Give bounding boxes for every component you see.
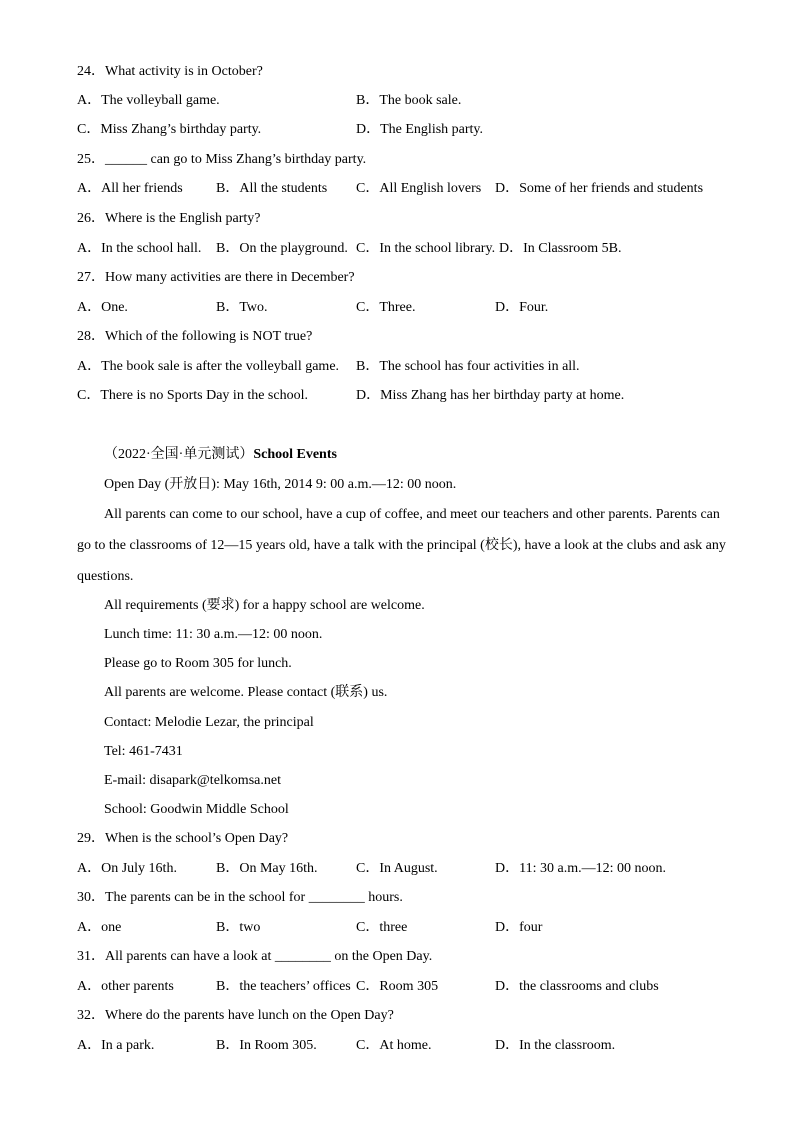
question-30-option-b: B．two (216, 920, 261, 935)
question-31-option-b: B．the teachers’ offices (216, 979, 351, 994)
passage-info-tel: Tel: 461-7431 (104, 744, 183, 759)
question-25-stem: 25．______ can go to Miss Zhang’s birthday party. (77, 152, 367, 167)
question-24-stem: 24．What activity is in October? (77, 64, 263, 79)
question-32-option-c: C．At home. (356, 1038, 432, 1053)
question-28-stem: 28．Which of the following is NOT true? (77, 329, 313, 344)
passage-paragraph-line-2: go to the classrooms of 12—15 years old, have a talk with the principal (校长), have a look at the clubs and ask any (77, 538, 726, 553)
question-29-option-a: A．On July 16th. (77, 861, 177, 876)
question-29-option-b: B．On May 16th. (216, 861, 318, 876)
question-31-option-c: C．Room 305 (356, 979, 439, 994)
question-26-option-c: C．In the school library. (356, 241, 496, 256)
question-32-option-d: D．In the classroom. (495, 1038, 616, 1053)
question-25-option-a: A．All her friends (77, 181, 183, 196)
question-27-option-d: D．Four. (495, 300, 549, 315)
question-28-option-c: C．There is no Sports Day in the school. (77, 388, 308, 403)
question-32-option-a: A．In a park. (77, 1038, 155, 1053)
passage-info-school: School: Goodwin Middle School (104, 802, 289, 817)
question-24-option-a: A．The volleyball game. (77, 93, 220, 108)
passage-open-day: Open Day (开放日): May 16th, 2014 9: 00 a.m.—12: 00 noon. (104, 477, 457, 492)
passage-paragraph-line-1: All parents can come to our school, have a cup of coffee, and meet our teachers and other parents. Parents can (104, 507, 720, 522)
question-30-stem: 30．The parents can be in the school for ________ hours. (77, 890, 403, 905)
question-26-stem: 26．Where is the English party? (77, 211, 261, 226)
question-32-option-b: B．In Room 305. (216, 1038, 317, 1053)
question-26-option-a: A．In the school hall. (77, 241, 202, 256)
question-28-option-a: A．The book sale is after the volleyball game. (77, 359, 340, 374)
passage-title: School Events (253, 447, 337, 462)
passage-heading (104, 446, 337, 464)
question-26-option-d: D．In Classroom 5B. (499, 241, 622, 256)
question-25-option-b: B．All the students (216, 181, 328, 196)
question-30-option-a: A．one (77, 920, 122, 935)
question-29-stem: 29．When is the school’s Open Day? (77, 831, 289, 846)
question-27-stem: 27．How many activities are there in December? (77, 270, 355, 285)
question-31-option-d: D．the classrooms and clubs (495, 979, 659, 994)
question-32-stem: 32．Where do the parents have lunch on the Open Day? (77, 1008, 394, 1023)
passage-info-lunch-room: Please go to Room 305 for lunch. (104, 656, 292, 671)
question-27-option-c: C．Three. (356, 300, 416, 315)
question-27-option-b: B．Two. (216, 300, 268, 315)
question-24-option-c: C．Miss Zhang’s birthday party. (77, 122, 262, 137)
passage-info-lunch-time: Lunch time: 11: 30 a.m.—12: 00 noon. (104, 627, 323, 642)
question-24-option-b: B．The book sale. (356, 93, 462, 108)
question-24-option-d: D．The English party. (356, 122, 484, 137)
question-25-option-c: C．All English lovers (356, 181, 482, 196)
question-29-option-d: D．11: 30 a.m.—12: 00 noon. (495, 861, 666, 876)
question-30-option-c: C．three (356, 920, 408, 935)
passage-info-welcome: All parents are welcome. Please contact (联系) us. (104, 685, 388, 700)
passage-info-contact: Contact: Melodie Lezar, the principal (104, 715, 314, 730)
question-26-option-b: B．On the playground. (216, 241, 348, 256)
question-30-option-d: D．four (495, 920, 543, 935)
passage-info-email: E-mail: disapark@telkomsa.net (104, 773, 281, 788)
question-27-option-a: A．One. (77, 300, 128, 315)
question-25-option-d: D．Some of her friends and students (495, 181, 704, 196)
passage-paragraph-line-3: questions. (77, 569, 134, 584)
passage-source: （2022·全国·单元测试） (104, 447, 254, 462)
question-28-option-d: D．Miss Zhang has her birthday party at home. (356, 388, 625, 403)
question-31-stem: 31．All parents can have a look at ________ on the Open Day. (77, 949, 433, 964)
passage-info-requirements: All requirements (要求) for a happy school are welcome. (104, 598, 425, 613)
question-29-option-c: C．In August. (356, 861, 438, 876)
question-31-option-a: A．other parents (77, 979, 174, 994)
question-28-option-b: B．The school has four activities in all. (356, 359, 580, 374)
